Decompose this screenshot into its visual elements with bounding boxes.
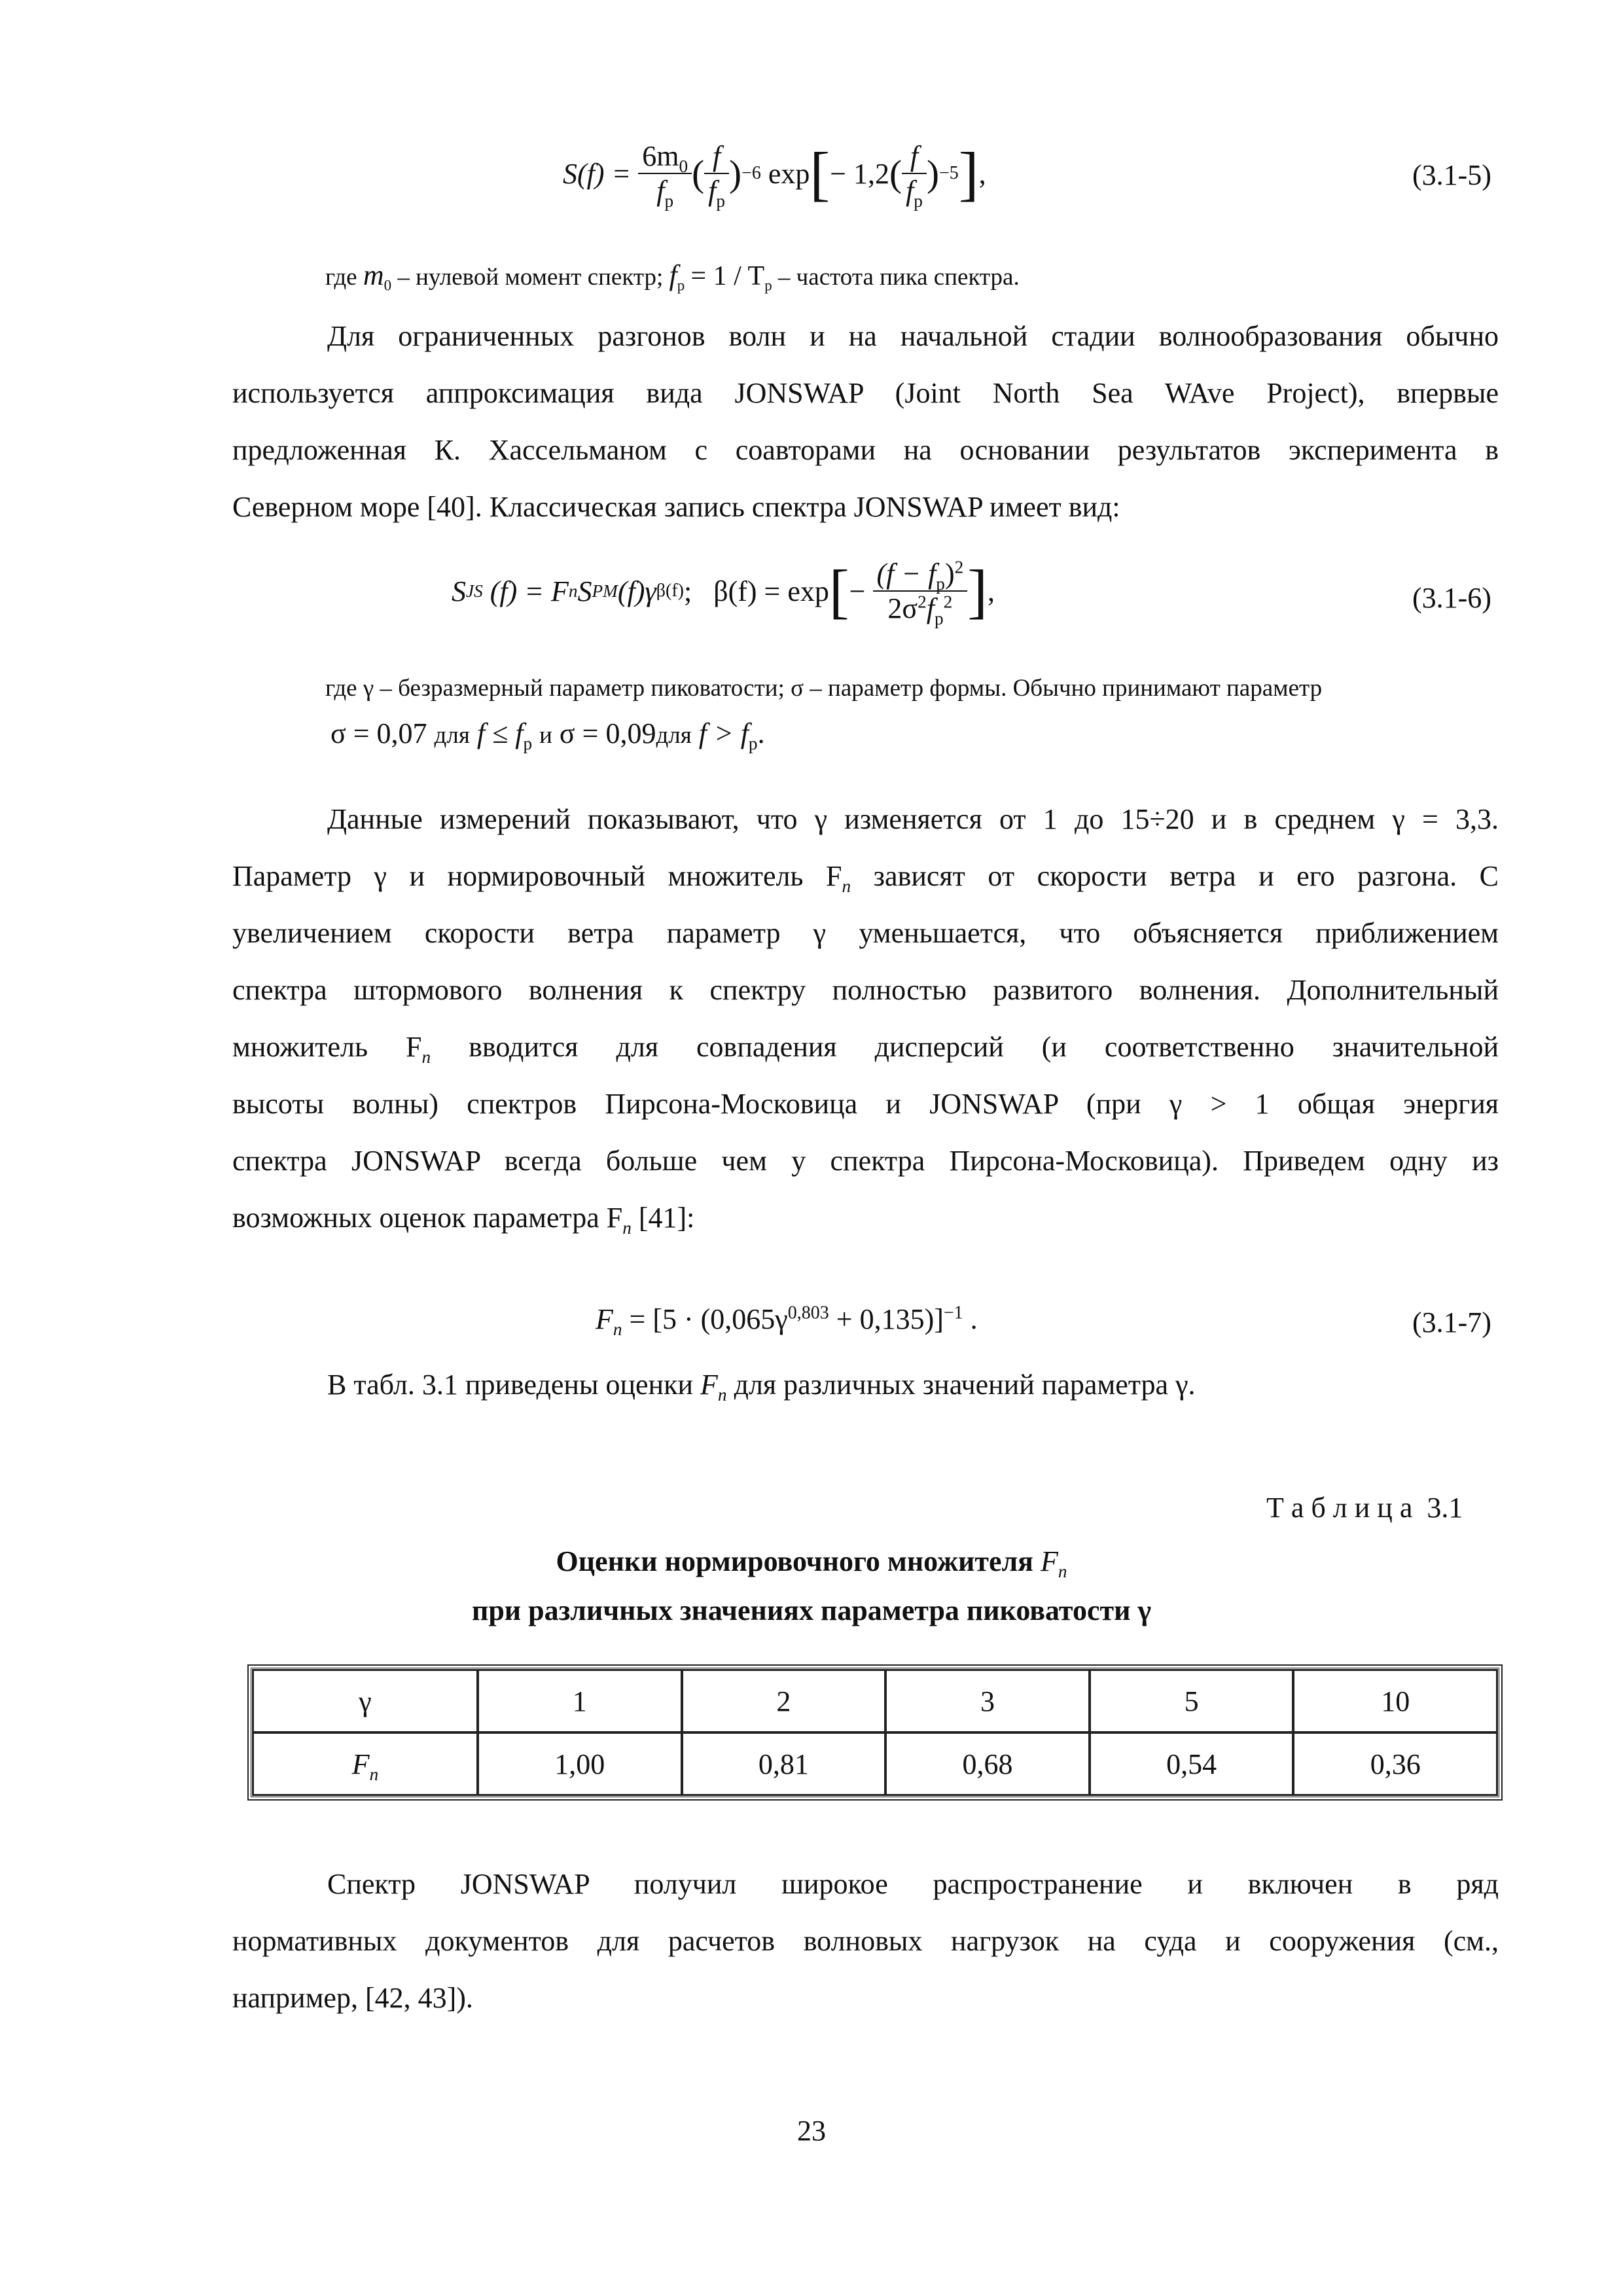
para1-line: используется аппроксимация вида JONSWAP (Joint North Sea WAve Project), впервые bbox=[232, 377, 1499, 409]
paragraph-intro-jonswap bbox=[232, 308, 1499, 535]
para2-line: Параметр γ и нормировочный множитель $F_n$ зависят от скорости ветра и его разгона. С bbox=[232, 860, 1499, 896]
table-cell: 0,54 bbox=[1090, 1732, 1294, 1795]
paragraph-jonswap-usage bbox=[232, 1856, 1499, 2026]
para2-line: высоты волны) спектров Пирсона-Московица и JONSWAP (при γ > 1 общая энергия bbox=[232, 1088, 1499, 1120]
table-row bbox=[253, 1670, 1497, 1732]
fn-estimates-table bbox=[251, 1668, 1499, 1797]
para1-line: Для ограниченных разгонов волн и на начальной стадии волнообразования обычно bbox=[327, 320, 1499, 352]
para1-line: предложенная К. Хассельманом с соавторами на основании результатов эксперимента в bbox=[232, 434, 1499, 466]
table-cell: 2 bbox=[682, 1670, 886, 1732]
para2-line: возможных оценок параметра $F_n$ [41]: bbox=[232, 1202, 695, 1238]
para2-line: Данные измерений показывают, что γ изменяется от 1 до 15÷20 и в среднем γ = 3,3. bbox=[327, 803, 1499, 835]
table-cell: $F_n$ bbox=[253, 1732, 478, 1795]
table-cell: 1 bbox=[478, 1670, 682, 1732]
para2-line: спектра штормового волнения к спектру полностью развитого волнения. Дополнительный bbox=[232, 974, 1499, 1006]
equation-3-1-5: S(f) = $\frac{6m_0}{f_p}$ ( $\frac{f}{f_p}$ ) −6 exp [ − 1,2 ( $\frac{f}{f_p}$ ) −5 ] , bbox=[563, 140, 986, 211]
where-line-1: где $m_0$ – нулевой момент спектр; $f_p = 1 / T_p$ – частота пика спектра. bbox=[325, 259, 1020, 294]
table-row bbox=[253, 1732, 1497, 1795]
table-cell: 10 bbox=[1293, 1670, 1497, 1732]
eq1-lhs: S(f) = bbox=[563, 157, 632, 190]
para2-line: увеличением скорости ветра параметр γ уменьшается, что объясняется приближением bbox=[232, 917, 1499, 949]
equation-3-1-7: $F_n = [5 \cdot (0,065\gamma^{0,803} + 0,135)]^{-1}$ . bbox=[596, 1302, 978, 1339]
equation-number-3-1-6: (3.1-6) bbox=[1412, 582, 1491, 614]
para4-line: Спектр JONSWAP получил широкое распространение и включен в ряд bbox=[327, 1868, 1499, 1900]
table-cell: 0,36 bbox=[1293, 1732, 1497, 1795]
table-cell: γ bbox=[253, 1670, 478, 1732]
equation-number-3-1-7: (3.1-7) bbox=[1412, 1306, 1491, 1338]
page-number: 23 bbox=[797, 2115, 826, 2147]
eq1-fraction: $\frac{6m_0}{f_p}$ bbox=[638, 139, 692, 207]
eq1-ratio: $\frac{f}{f_p}$ bbox=[704, 139, 729, 207]
where-line-2: где γ – безразмерный параметр пиковатости; σ – параметр формы. Обычно принимают параметр bbox=[325, 675, 1323, 702]
para4-line: например, [42, 43]). bbox=[232, 1982, 473, 2014]
eq2-fraction: $\frac{(f - f_p)^2}{2\sigma^2f_p^2}$ bbox=[873, 557, 968, 625]
para2-line: спектра JONSWAP всегда больше чем у спектра Пирсона-Московица). Приведем одну из bbox=[232, 1145, 1499, 1177]
where-line-3: σ = 0,07 для $f \le f_p$ и σ = 0,09для $f > f_p$. bbox=[330, 717, 765, 753]
table-cell: 0,81 bbox=[682, 1732, 886, 1795]
paragraph-table-reference: В табл. 3.1 приведены оценки $F_n$ для различных значений параметра γ. bbox=[327, 1369, 1196, 1405]
table-cell: 3 bbox=[885, 1670, 1090, 1732]
eq1-ratio2: $\frac{f}{f_p}$ bbox=[902, 139, 927, 207]
table-title-line-1: Оценки нормировочного множителя $F_n$ bbox=[556, 1545, 1067, 1581]
paragraph-gamma-parameter bbox=[232, 791, 1499, 1246]
table-cell: 1,00 bbox=[478, 1732, 682, 1795]
equation-3-1-6: S JS (f) = F n S PM (f)γ β(f) ; β(f) = exp [ − $\frac{(f - f_p)^2}{2\sigma^2f_p^2}$ ] , bbox=[452, 557, 995, 628]
equation-number-3-1-5: (3.1-5) bbox=[1412, 159, 1491, 191]
para2-line: множитель $F_n$ вводится для совпадения дисперсий (и соответственно значительной bbox=[232, 1031, 1499, 1067]
table-label: Т а б л и ц а 3.1 bbox=[1266, 1492, 1463, 1524]
para1-line: Северном море [40]. Классическая запись спектра JONSWAP имеет вид: bbox=[232, 491, 1120, 523]
table-cell: 5 bbox=[1090, 1670, 1294, 1732]
table-title-line-2: при различных значениях параметра пиковатости γ bbox=[471, 1594, 1152, 1626]
table-cell: 0,68 bbox=[885, 1732, 1090, 1795]
para4-line: нормативных документов для расчетов волновых нагрузок на суда и сооружения (см., bbox=[232, 1925, 1499, 1957]
